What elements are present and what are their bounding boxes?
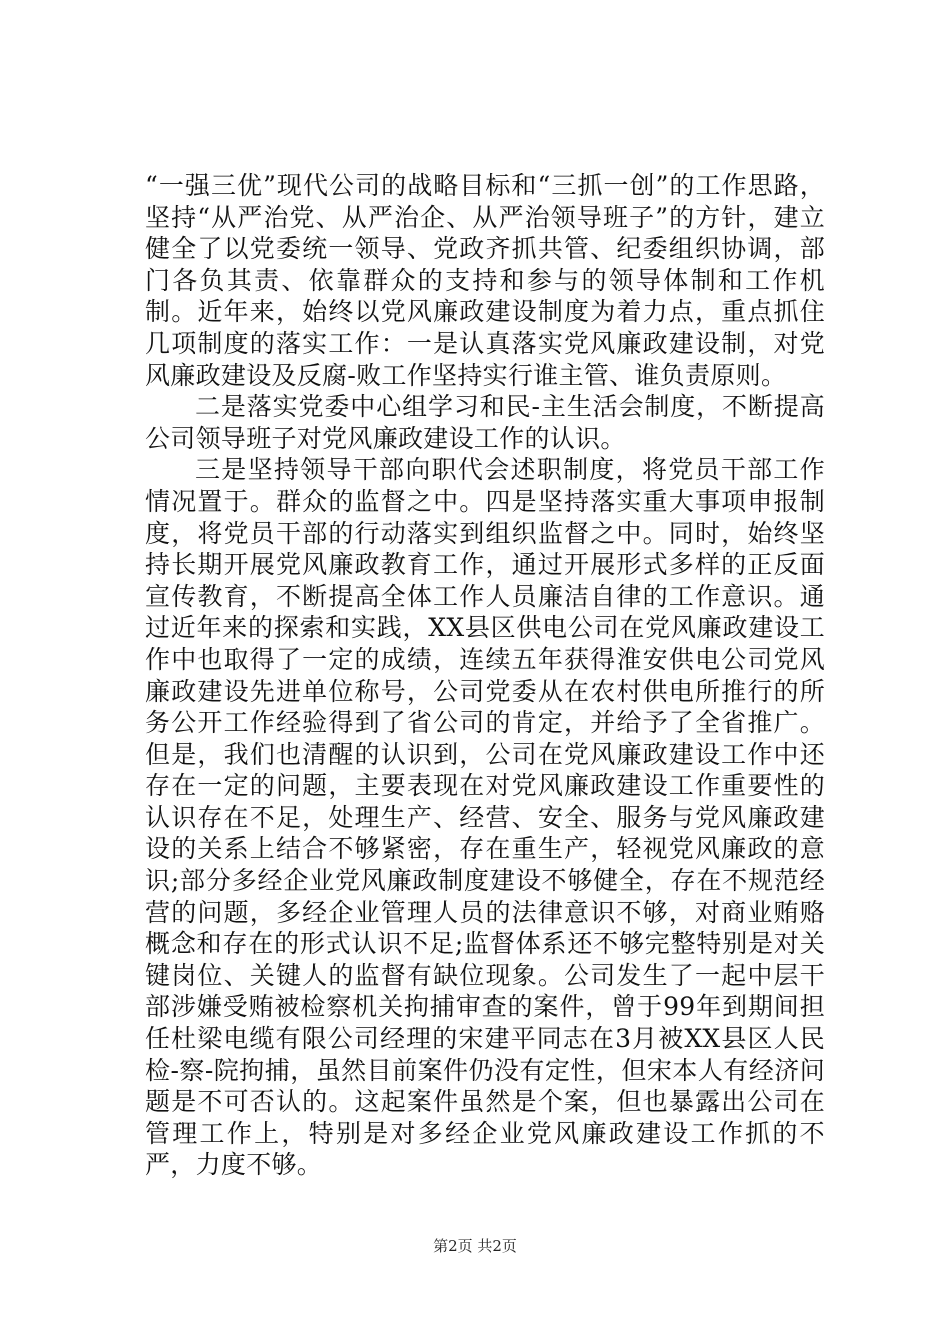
document-body	[145, 170, 825, 1181]
page-footer: 第2页 共2页	[433, 1237, 517, 1255]
paragraph-2: 二是落实党委中心组学习和民-主生活会制度，不断提高公司领导班子对党风廉政建设工作的认识。	[145, 392, 825, 453]
paragraph-3: 三是坚持领导干部向职代会述职制度，将党员干部工作情况置于。群众的监督之中。四是坚持落实重大事项申报制度，将党员干部的行动落实到组织监督之中。同时，始终坚持长期开展党风廉政教育工作，通过开展形式多样的正反面宣传教育，不断提高全体工作人员廉洁自律的工作意识。通过近年来的探索和实践，XX县区供电公司在党风廉政建设工作中也取得了一定的成绩，连续五年获得淮安供电公司党风廉政建设先进单位称号，公司党委从在农村供电所推行的所务公开工作经验得到了省公司的肯定，并给予了全省推广。但是，我们也清醒的认识到，公司在党风廉政建设工作中还存在一定的问题，主要表现在对党风廉政建设工作重要性的认识存在不足，处理生产、经营、安全、服务与党风廉政建设的关系上结合不够紧密，存在重生产，轻视党风廉政的意识;部分多经企业党风廉政制度建设不够健全，存在不规范经营的问题，多经企业管理人员的法律意识不够，对商业贿赂概念和存在的形式认识不足;监督体系还不够完整特别是对关键岗位、关键人的监督有缺位现象。公司发生了一起中层干部涉嫌受贿被检察机关拘捕审查的案件，曾于99年到期间担任杜梁电缆有限公司经理的宋建平同志在3月被XX县区人民检-察-院拘捕，虽然目前案件仍没有定性，但宋本人有经济问题是不可否认的。这起案件虽然是个案，但也暴露出公司在管理工作上，特别是对多经企业党风廉政建设工作抓的不严，力度不够。	[145, 455, 825, 1180]
paragraph-1: “一强三优”现代公司的战略目标和“三抓一创”的工作思路，坚持“从严治党、从严治企、从严治领导班子”的方针，建立健全了以党委统一领导、党政齐抓共管、纪委组织协调，部门各负其责、依靠群众的支持和参与的领导体制和工作机制。近年来，始终以党风廉政建设制度为着力点，重点抓住几项制度的落实工作：一是认真落实党风廉政建设制，对党风廉政建设及反腐-败工作坚持实行谁主管、谁负责原则。	[145, 171, 825, 390]
